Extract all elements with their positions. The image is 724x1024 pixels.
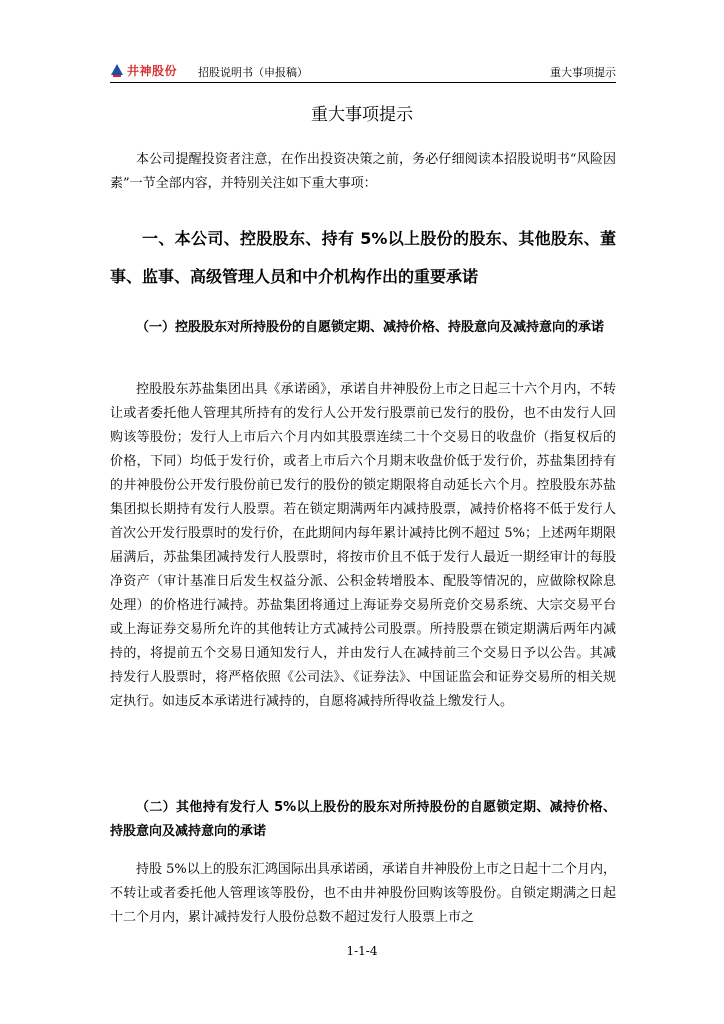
subsection1-body-block [110, 378, 616, 714]
intro-paragraph: 本公司提醒投资者注意，在作出投资决策之前，务必仔细阅读本招股说明书“风险因素”一节全部内容，并特别关注如下重大事项： [110, 152, 616, 191]
subsection2-block [110, 796, 616, 844]
subsection1-block [110, 316, 616, 340]
page-header [110, 60, 616, 82]
page-title: 重大事项提示 [311, 105, 413, 125]
header-document-name: 招股说明书（申报稿） [198, 66, 308, 79]
logo-text: 井神股份 [127, 63, 178, 78]
company-logo [110, 62, 177, 78]
section1-heading: 一、本公司、控股股东、持有 5%以上股份的股东、其他股东、董事、监事、高级管理人员和中介机构作出的重要承诺 [110, 229, 616, 286]
logo-icon [110, 63, 124, 77]
page-number: 1-1-4 [346, 944, 378, 958]
header-section-name: 重大事项提示 [550, 66, 616, 79]
subsection2-body: 持股 5%以上的股东汇鸿国际出具承诺函，承诺自井神股份上市之日起十二个月内，不转让或者委托他人管理该等股份，也不由井神股份回购该等股份。自锁定期满之日起十二个月内，累计减持发行人股份总数不超过发行人股票上市之 [110, 862, 616, 925]
intro-block [110, 148, 616, 196]
subsection2-body-block [110, 858, 616, 930]
subsection1-body: 控股股东苏盐集团出具《承诺函》，承诺自井神股份上市之日起三十六个月内，不转让或者委托他人管理其所持有的发行人公开发行股票前已发行的股份，也不由发行人回购该等股份；发行人上市后六个月内如其股票连续二十个交易日的收盘价（指复权后的价格，下同）均低于发行价，或者上市后六个月期末收盘价低于发行价，苏盐集团持有的井神股份公开发行股份前已发行的股份的锁定期限将自动延长六个月。控股股东苏盐集团拟长期持有发行人股票。若在锁定期满两年内减持股票，减持价格将不低于发行人首次公开发行股票时的发行价，在此期间内每年累计减持比例不超过 5%；上述两年期限届满后，苏盐集团减持发行人股票时，将按市价且不低于发行人最近一期经审计的每股净资产（审计基准日后发生权益分派、公积金转增股本、配股等情况的，应做除权除息处理）的价格进行减持。苏盐集团将通过上海证券交易所竞价交易系统、大宗交易平台或上海证券交易所允许的其他转让方式减持公司股票。所持股票在锁定期满后两年内减持的，将提前五个交易日通知发行人，并由发行人在减持前三个交易日予以公告。其减持发行人股票时，将严格依照《公司法》、《证券法》、中国证监会和证券交易所的相关规定执行。如违反本承诺进行减持的，自愿将减持所得收益上缴发行人。 [110, 382, 616, 709]
section1-heading-block [110, 220, 616, 296]
subsection2-heading: （二）其他持有发行人 5%以上股份的股东对所持股份的自愿锁定期、减持价格、持股意向及减持意向的承诺 [110, 800, 616, 839]
header-divider [110, 82, 616, 83]
subsection1-heading: （一）控股股东对所持股份的自愿锁定期、减持价格、持股意向及减持意向的承诺 [136, 320, 605, 335]
